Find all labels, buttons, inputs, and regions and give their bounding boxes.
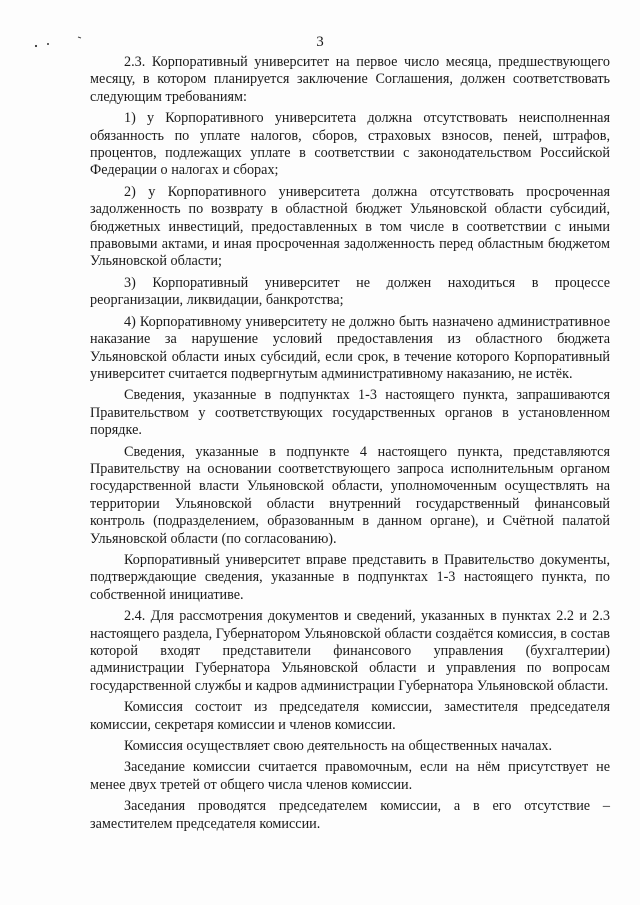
paragraph-commission-basis: Комиссия осуществляет свою деятельность на общественных началах. — [124, 738, 553, 755]
document-body — [90, 54, 610, 837]
paragraph-2-3: 2.3. Корпоративный университет на первое число месяца, предшествующего месяцу, в котором планируется заключение Соглашения, должен соответствовать следующим требованиям: — [90, 54, 610, 105]
page-number: 3 — [316, 34, 324, 50]
paragraph-quorum: Заседание комиссии считается правомочным, если на нём присутствует не менее двух третей от общего числа членов комиссии. — [90, 759, 610, 793]
paragraph-info-1-3: Сведения, указанные в подпунктах 1-3 настоящего пункта, запрашиваются Правительством у соответствующих государственных органов в установленном порядке. — [90, 387, 610, 439]
paragraph-requirement-4: 4) Корпоративному университету не должно быть назначено административное наказание за нарушение условий предоставления из областного бюджета Ульяновской области иных субсидий, если срок, в течение которого Корпоративный университет считается подвергнутым административному наказанию, не истёк. — [90, 313, 610, 382]
paragraph-info-4: Сведения, указанные в подпункте 4 настоящего пункта, представляются Правительству на основании соответствующего запроса исполнительным органом государственной власти Ульяновской области, уполномоченным осуществлять на территории Ульяновской области внутренний государственный финансовый контроль (подразделением, образованным в данном органе), и Счётной палатой Ульяновской области (по согласованию). — [90, 443, 610, 547]
paragraph-commission-composition: Комиссия состоит из председателя комиссии, заместителя председателя комиссии, секретаря комиссии и членов комиссии. — [90, 699, 610, 733]
paragraph-2-4: 2.4. Для рассмотрения документов и сведений, указанных в пунктах 2.2 и 2.3 настоящего раздела, Губернатором Ульяновской области создаётся комиссия, в состав которой входят представители финансового управления (бухгалтерии) администрации Губернатора Ульяновской области и управления по вопросам государственной службы и кадров администрации Губернатора Ульяновской области. — [90, 608, 610, 694]
paragraph-requirement-3: 3) Корпоративный университет не должен находиться в процессе реорганизации, ликвидации, банкротства; — [90, 274, 610, 309]
paragraph-requirement-2: 2) у Корпоративного университета должна отсутствовать просроченная задолженность по возврату в областной бюджет Ульяновской области субсидий, бюджетных инвестиций, предоставленных в том числе в соответствии с иными правовыми актами, и иная просроченная задолженность перед областным бюджетом Ульяновской области; — [90, 183, 610, 270]
paragraph-own-initiative: Корпоративный университет вправе представить в Правительство документы, подтверждающие сведения, указанные в подпунктах 1-3 настоящего пункта, по собственной инициативе. — [90, 551, 610, 603]
paragraph-chairing: Заседания проводятся председателем комиссии, а в его отсутствие – заместителем председателя комиссии. — [90, 798, 610, 832]
paragraph-requirement-1: 1) у Корпоративного университета должна отсутствовать неисполненная обязанность по уплате налогов, сборов, страховых взносов, пеней, штрафов, процентов, подлежащих уплате в соответствии с законодательством Российской Федерации о налогах и сборах; — [90, 110, 610, 179]
